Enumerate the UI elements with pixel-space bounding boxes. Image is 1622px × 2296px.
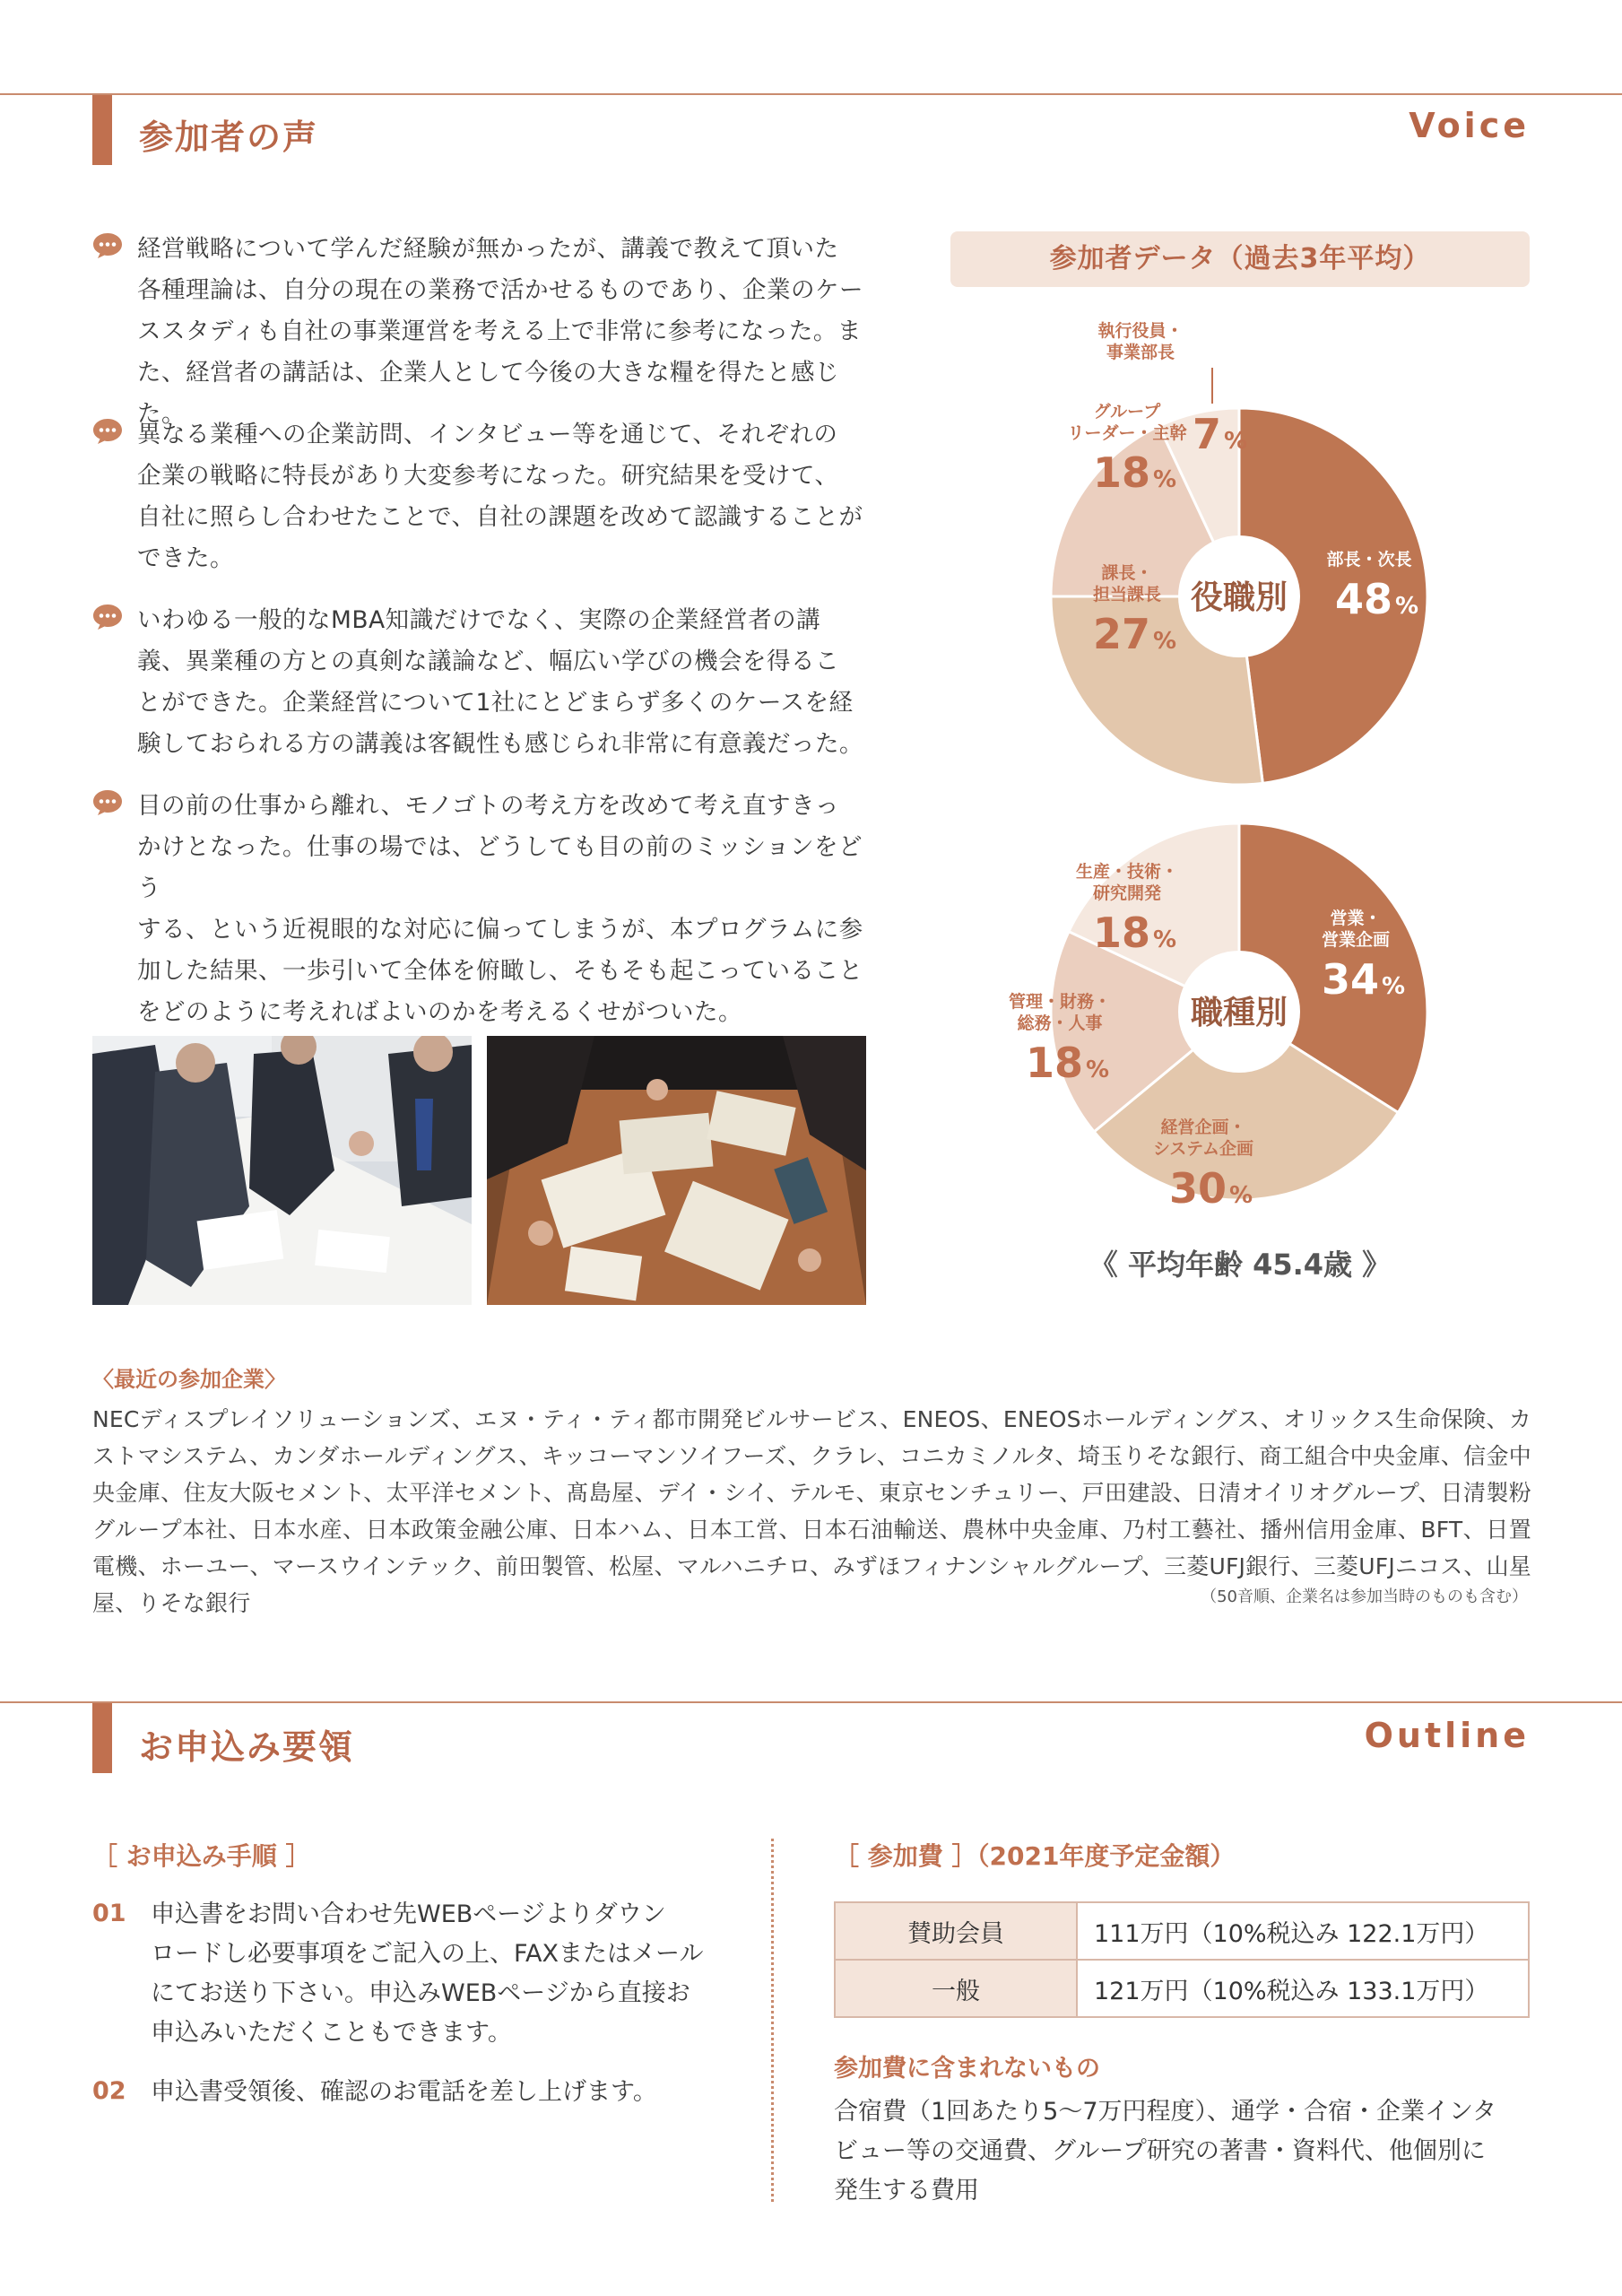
slice-unit: % bbox=[1152, 466, 1177, 493]
slice-label: 執行役員・ bbox=[1097, 321, 1184, 341]
slice-value: 30 bbox=[1168, 1164, 1227, 1213]
slice-label: グループ bbox=[1093, 402, 1161, 422]
voice-line: 各種理論は、自分の現在の業務で活かせるものであり、企業のケー bbox=[137, 276, 863, 304]
step-line: 申込書をお問い合わせ先WEBページよりダウン bbox=[151, 1900, 666, 1928]
slice-label: システム企画 bbox=[1152, 1139, 1254, 1159]
exclusions-line: 発生する費用 bbox=[834, 2177, 979, 2205]
slice-unit: % bbox=[1152, 628, 1177, 655]
slice-label: 事業部長 bbox=[1106, 343, 1175, 362]
step-line: ロードし必要事項をご記入の上、FAXまたはメール bbox=[151, 1940, 704, 1968]
voice-line: 目の前の仕事から離れ、モノゴトの考え方を改めて考え直すきっ bbox=[137, 792, 839, 820]
voice-line: た、経営者の講話は、企業人として今後の大きな糧を得たと感じた。 bbox=[137, 359, 839, 428]
slice-value: 18 bbox=[1092, 909, 1151, 957]
fee-value: 121万円（10%税込み 133.1万円） bbox=[1077, 1960, 1529, 2017]
top-rule bbox=[0, 93, 1622, 95]
slice-value: 18 bbox=[1025, 1039, 1084, 1087]
voice-section-en-title: Voice bbox=[1409, 106, 1530, 145]
column-divider bbox=[771, 1839, 774, 2202]
exclusions-text bbox=[834, 2092, 1533, 2211]
companies-heading: 〈最近の参加企業〉 bbox=[92, 1367, 286, 1392]
voice-line: 義、異業種の方との真剣な議論など、幅広い学びの機会を得るこ bbox=[137, 648, 839, 675]
outline-section-title: お申込み要領 bbox=[139, 1727, 355, 1767]
slice-label: 経営企画・ bbox=[1160, 1118, 1246, 1137]
voice-line: いわゆる一般的なMBA知識だけでなく、実際の企業経営者の講 bbox=[137, 606, 821, 634]
step-line: にてお送り下さい。申込みWEBページから直接お bbox=[151, 1979, 690, 2007]
voice-comment-2 bbox=[92, 414, 872, 585]
voice-line: 経営戦略について学んだ経験が無かったが、講義で教えて頂いた bbox=[137, 235, 839, 263]
voice-line: 企業の戦略に特長があり大変参考になった。研究結果を受けて、 bbox=[137, 462, 839, 490]
fee-value: 111万円（10%税込み 122.1万円） bbox=[1077, 1902, 1529, 1960]
voice-line: 加した結果、一歩引いて全体を俯瞰し、そもそも起こっていること bbox=[137, 957, 863, 985]
step-number: 01 bbox=[92, 1900, 126, 1927]
voice-section-title: 参加者の声 bbox=[139, 117, 319, 157]
slice-label: 部長・次長 bbox=[1326, 550, 1412, 570]
chart-heading: 参加者データ（過去3年平均） bbox=[950, 231, 1530, 287]
pie-charts bbox=[950, 305, 1530, 1220]
slice-label: 総務・人事 bbox=[1017, 1013, 1103, 1033]
slice-label: リーダー・主幹 bbox=[1067, 423, 1187, 443]
slice-value: 27 bbox=[1092, 610, 1151, 658]
slice-label: 研究開発 bbox=[1092, 883, 1162, 903]
fee-label: 賛助会員 bbox=[835, 1902, 1077, 1960]
voice-comment-1 bbox=[92, 229, 872, 428]
meeting-photo bbox=[92, 1036, 472, 1305]
step-line: 申込書受領後、確認のお電話を差し上げます。 bbox=[151, 2078, 657, 2106]
slice-unit: % bbox=[1228, 1182, 1253, 1209]
slice-label: 営業企画 bbox=[1321, 930, 1391, 950]
outline-rule bbox=[0, 1701, 1622, 1703]
speech-bubble-icon bbox=[92, 789, 123, 816]
slice-unit: % bbox=[1085, 1057, 1110, 1083]
voice-line: ススタディも自社の事業運営を考える上で非常に参考になった。ま bbox=[137, 317, 862, 345]
group-work-photo bbox=[487, 1036, 866, 1305]
speech-bubble-icon bbox=[92, 232, 123, 259]
step-text bbox=[151, 2073, 724, 2112]
voice-line: 異なる業種への企業訪問、インタビュー等を通じて、それぞれの bbox=[137, 421, 838, 448]
speech-bubble-icon bbox=[92, 418, 123, 445]
voice-line: できた。 bbox=[137, 544, 234, 572]
slice-label: 管理・財務・ bbox=[1008, 992, 1112, 1012]
slice-unit: % bbox=[1223, 428, 1248, 455]
slice-value: 7 bbox=[1192, 410, 1222, 458]
voice-line: 自社に照らし合わせたことで、自社の課題を改めて認識することが bbox=[137, 503, 863, 531]
exclusions-line: ビュー等の交通費、グループ研究の著書・資料代、他個別に bbox=[834, 2137, 1486, 2165]
table-row bbox=[835, 1960, 1529, 2017]
step-line: 申込みいただくこともできます。 bbox=[151, 2019, 512, 2047]
speech-bubble-icon bbox=[92, 604, 123, 631]
slice-unit: % bbox=[1152, 926, 1177, 953]
slice-label: 課長・ bbox=[1101, 563, 1153, 583]
voice-line: をどのように考えればよいのかを考えるくせがついた。 bbox=[137, 998, 742, 1026]
table-row bbox=[835, 1902, 1529, 1960]
pie-center-label: 職種別 bbox=[1190, 995, 1288, 1031]
slice-unit: % bbox=[1381, 973, 1406, 1000]
fee-heading: ［ 参加費 ］（2021年度予定金額） bbox=[834, 1841, 1236, 1871]
voice-section-bar bbox=[92, 95, 112, 165]
companies-list: NECディスプレイソリューションズ、エヌ・ティ・ティ都市開発ビルサービス、ENEOS、ENEOSホールディングス、オリックス生命保険、カストマシステム、カンダホールディングス、キッコーマンソイフーズ、クラレ、コニカミノルタ、埼玉りそな銀行、商工組合中央金庫、信金中央金庫、住友大阪セメント、太平洋セメント、髙島屋、デイ・シイ、テルモ、東京センチュリー、戸田建設、日清オイリオグループ、日清製粉グループ本社、日本水産、日本政策金融公庫、日本ハム、日本工営、日本石油輸送、農林中央金庫、乃村工藝社、播州信用金庫、BFT、日置電機、ホーユー、マースウインテック、前田製管、松屋、マルハニチロ、みずほフィナンシャルグループ、三菱UFJ銀行、三菱UFJニコス、山星屋、りそな銀行 bbox=[92, 1406, 1531, 1616]
pie-center-label: 役職別 bbox=[1190, 579, 1288, 616]
step-number: 02 bbox=[92, 2077, 126, 2105]
slice-label: 営業・ bbox=[1330, 909, 1382, 928]
exclusions-line: 合宿費（1回あたり5～7万円程度）、通学・合宿・企業インタ bbox=[834, 2098, 1496, 2126]
voice-line: かけとなった。仕事の場では、どうしても目の前のミッションをどう bbox=[137, 833, 863, 902]
companies-note: （50音順、企業名は参加当時のものも含む） bbox=[1201, 1587, 1528, 1606]
slice-unit: % bbox=[1394, 593, 1419, 620]
slice-label: 生産・技術・ bbox=[1075, 862, 1179, 882]
voice-line: とができた。企業経営について1社にとどまらず多くのケースを経 bbox=[137, 689, 854, 717]
voice-line: する、という近視眼的な対応に偏ってしまうが、本プログラムに参 bbox=[137, 916, 863, 944]
slice-value: 18 bbox=[1092, 448, 1151, 497]
fee-label: 一般 bbox=[835, 1960, 1077, 2017]
outline-section-bar bbox=[92, 1703, 112, 1773]
slice-label: 担当課長 bbox=[1092, 585, 1162, 604]
fee-table bbox=[834, 1901, 1530, 2018]
procedure-heading: ［ お申込み手順 ］ bbox=[92, 1841, 311, 1871]
outline-section-en-title: Outline bbox=[1364, 1716, 1530, 1755]
step-text bbox=[151, 1895, 724, 2053]
voice-line: 験しておられる方の講義は客観性も感じられ非常に有意義だった。 bbox=[137, 730, 863, 758]
exclusions-heading: 参加費に含まれないもの bbox=[834, 2055, 1100, 2083]
slice-value: 48 bbox=[1334, 575, 1393, 623]
average-age: 《 平均年齢 45.4歳 》 bbox=[1089, 1248, 1392, 1282]
voice-comment-3 bbox=[92, 600, 872, 770]
slice-value: 34 bbox=[1321, 955, 1380, 1004]
voice-comment-4 bbox=[92, 786, 872, 1026]
